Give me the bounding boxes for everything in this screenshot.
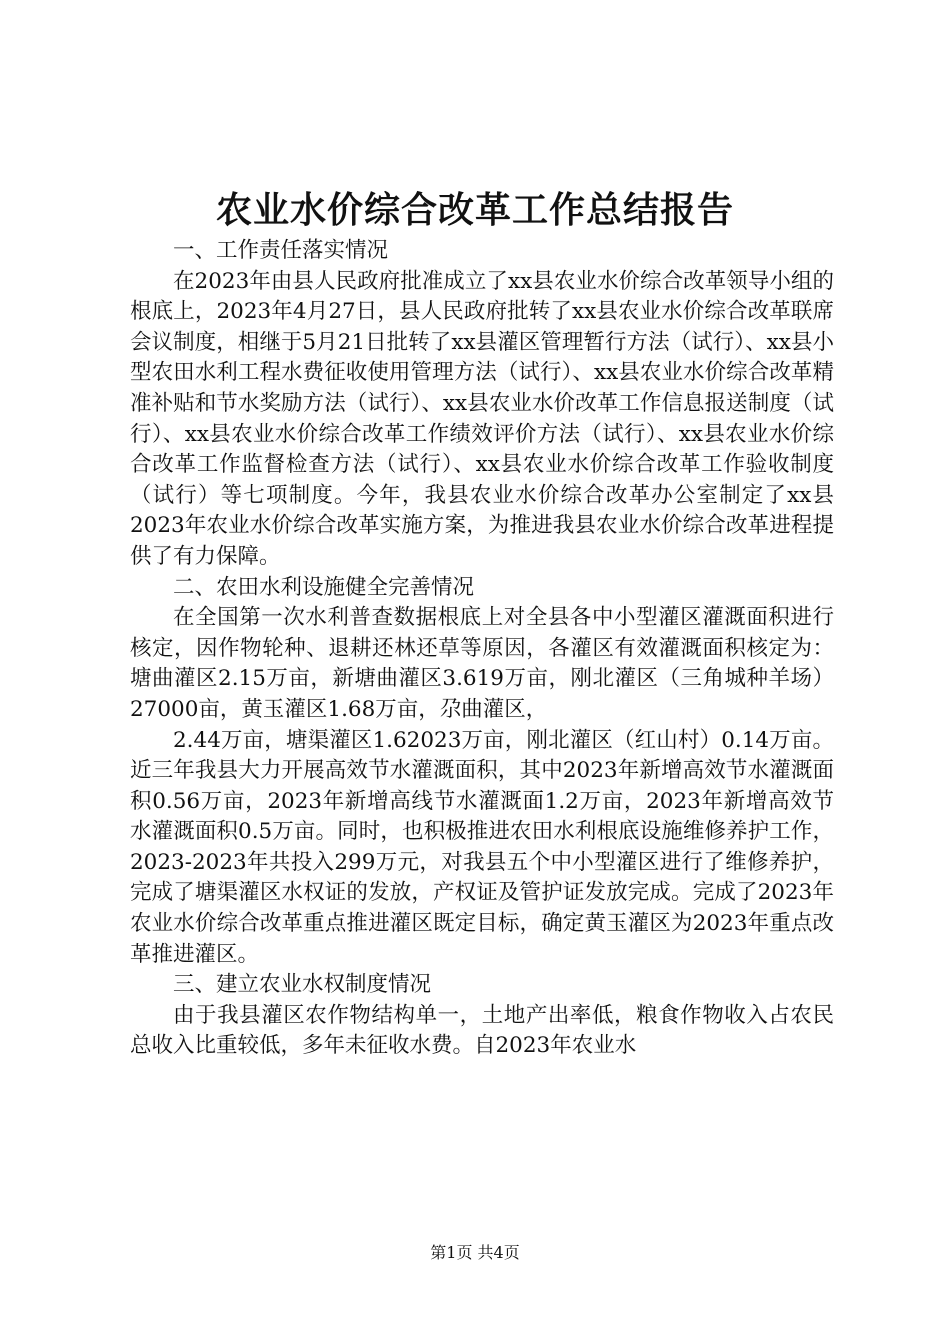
section-heading: 一、工作责任落实情况: [173, 238, 389, 263]
section-paragraph: 在全国第一次水利普查数据根底上对全县各中小型灌区灌溉面积进行核定，因作物轮种、退耕还林还草等原因，各灌区有效灌溉面积核定为：塘曲灌区2.15万亩，新塘曲灌区3.619万亩，刚北灌区（三角城种羊场）27000亩，黄玉灌区1.68万亩，尕曲灌区，: [130, 605, 834, 722]
document-body: [130, 236, 834, 1062]
page-footer: 第1页 共4页: [430, 1243, 520, 1262]
section-paragraph: 2.44万亩，塘渠灌区1.62023万亩，刚北灌区（红山村）0.14万亩。近三年我县大力开展高效节水灌溉面积，其中2023年新增高效节水灌溉面积0.56万亩，2023年新增高线节水灌溉面1.2万亩，2023年新增高效节水灌溉面积0.5万亩。同时，也积极推进农田水利根底设施维修养护工作，2023-2023年共投入299万元，对我县五个中小型灌区进行了维修养护，完成了塘渠灌区水权证的发放，产权证及管护证发放完成。完成了2023年农业水价综合改革重点推进灌区既定目标，确定黄玉灌区为2023年重点改革推进灌区。: [130, 727, 834, 967]
section-heading: 三、建立农业水权制度情况: [173, 972, 432, 998]
section-paragraph: 在2023年由县人民政府批准成立了xx县农业水价综合改革领导小组的根底上，2023年4月27日，县人民政府批转了xx县农业水价综合改革联席会议制度，相继于5月21日批转了xx县灌区管理暂行方法（试行）、xx县小型农田水利工程水费征收使用管理方法（试行）、xx县农业水价综合改革精准补贴和节水奖励方法（试行）、xx县农业水价改革工作信息报送制度（试行）、xx县农业水价综合改革工作绩效评价方法（试行）、xx县农业水价综合改革工作监督检查方法（试行）、xx县农业水价综合改革工作验收制度（试行）等七项制度。今年，我县农业水价综合改革办公室制定了xx县2023年农业水价综合改革实施方案，为推进我县农业水价综合改革进程提供了有力保障。: [130, 268, 834, 569]
section-2: [130, 573, 834, 971]
section-1: [130, 236, 834, 573]
section-paragraph: 由于我县灌区农作物结构单一，土地产出率低，粮食作物收入占农民总收入比重较低，多年未征收水费。自2023年农业水: [130, 1002, 834, 1059]
section-3: [130, 970, 834, 1062]
document-title: 农业水价综合改革工作总结报告: [215, 189, 734, 231]
section-heading: 二、农田水利设施健全完善情况: [173, 574, 475, 600]
